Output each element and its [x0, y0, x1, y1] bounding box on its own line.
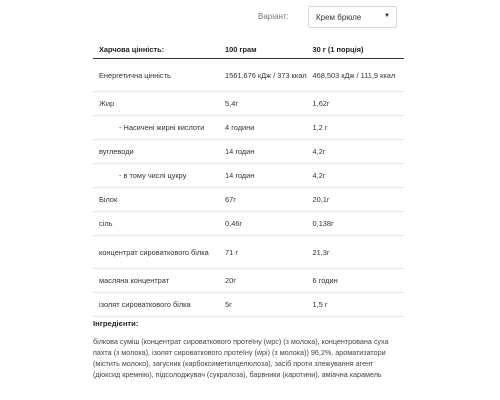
variant-select[interactable]	[308, 6, 397, 28]
ingredients-section	[93, 319, 393, 380]
table-row	[93, 293, 404, 317]
row-per-serving: 4,2г	[312, 147, 326, 156]
row-per100: 14 годин	[225, 171, 255, 180]
header-nutrition: Харчова цінність:	[99, 44, 165, 54]
row-per100: 20г	[225, 276, 236, 285]
row-per-serving: 4,2г	[312, 171, 326, 180]
row-per100: 5г	[225, 300, 232, 309]
row-per100: 1561,676 кДж / 373 ккал	[225, 70, 307, 80]
row-per-serving: 20,1г	[312, 195, 330, 204]
row-per-serving: 1,5 г	[312, 300, 328, 309]
row-name: Жир	[99, 99, 115, 108]
table-row	[93, 59, 404, 92]
row-name: Енергетична цінність	[99, 70, 171, 80]
row-per-serving: 0,138г	[312, 219, 334, 228]
row-name: Білок	[99, 195, 118, 204]
row-name: - Насичені жирні кислоти	[119, 123, 205, 132]
row-per100: 71 г	[225, 247, 239, 257]
row-name: сіль	[99, 219, 113, 228]
row-per100: 4 години	[225, 123, 255, 132]
row-per100: 0,46г	[225, 219, 243, 228]
table-row	[93, 164, 404, 188]
row-per-serving: 21,3г	[312, 247, 330, 257]
row-per-serving: 468,503 кДж / 111,9 ккал	[312, 70, 396, 80]
row-per-serving: 1,2 г	[312, 123, 328, 132]
row-name: - в тому числі цукру	[119, 171, 187, 180]
nutrition-table	[93, 40, 404, 317]
table-row	[93, 236, 404, 269]
ingredients-title: Інгредієнти:	[93, 319, 139, 328]
table-header-row	[93, 40, 404, 59]
table-row	[93, 212, 404, 236]
variant-label: Варіант:	[258, 12, 289, 21]
header-per-serving: 30 г (1 порція)	[312, 44, 364, 54]
row-per-serving: 6 годин	[312, 276, 338, 285]
table-row	[93, 140, 404, 164]
table-row	[93, 116, 404, 140]
row-per100: 14 годин	[225, 147, 255, 156]
row-name: концентрат сироваткового білка	[99, 247, 209, 257]
row-per100: 5,4г	[225, 99, 239, 108]
row-name: ізолят сироваткового білка	[99, 300, 191, 309]
variant-row	[0, 6, 500, 30]
header-per-100g: 100 грам	[225, 44, 257, 54]
chevron-down-icon: ▼	[384, 13, 390, 19]
ingredients-text: білкова суміш (концентрат сироваткового протеїну (wpc) (з молока), концентрована суха пахта (з молока), ізолят сироваткового протеїну (wpi) (з молока)) 96,2%, ароматизатори (містить молоко), загусник (карбоксиметилцелюлоза), засіб проти злежування агент (діоксид кремнію), підсолоджувач (сукралоза), барвники (каротини), аміачна карамель	[93, 337, 389, 379]
variant-selected-value: Крем брюле	[316, 13, 362, 22]
row-name: масляна концентрат	[99, 276, 170, 285]
row-per100: 67г	[225, 195, 236, 204]
table-row	[93, 188, 404, 212]
row-name: вуглеводи	[99, 147, 134, 156]
table-row	[93, 269, 404, 293]
table-row	[93, 92, 404, 116]
row-per-serving: 1,62г	[312, 99, 330, 108]
